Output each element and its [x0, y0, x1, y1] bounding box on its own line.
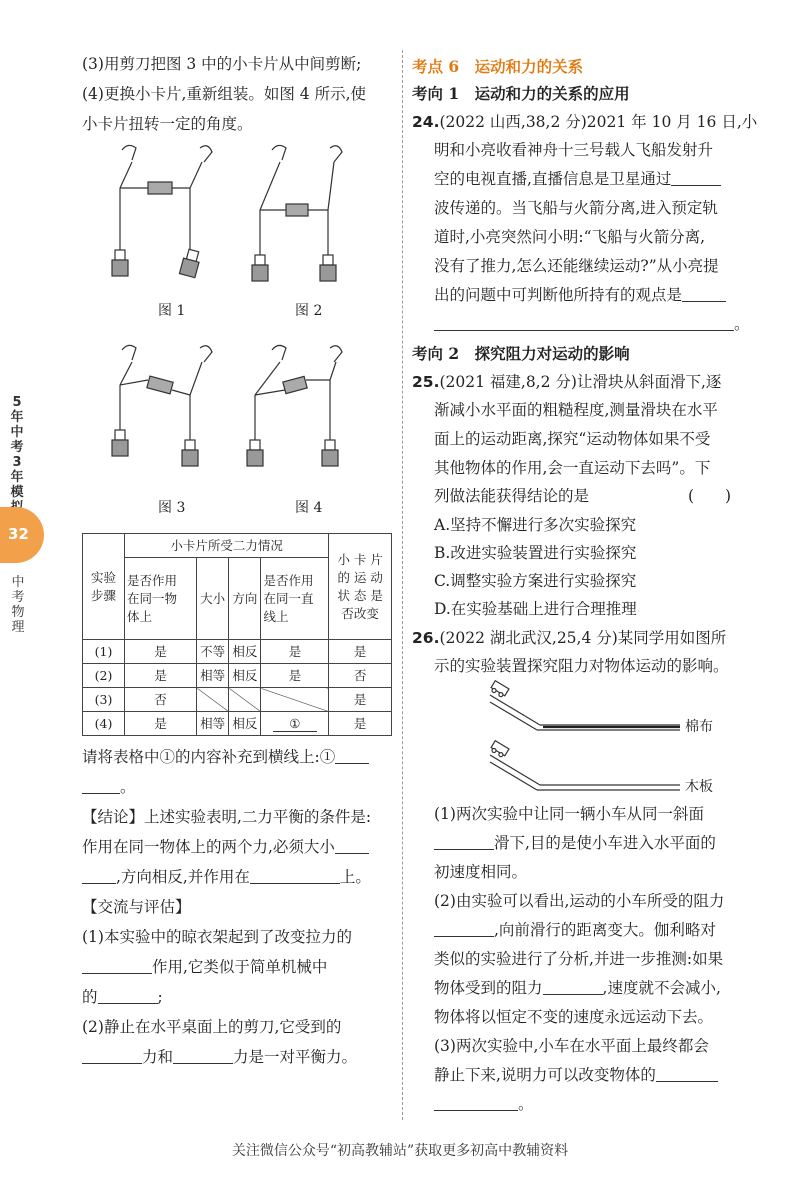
q24-line1: [412, 108, 757, 136]
side-subject: [8, 575, 28, 635]
q25-answer-paren[interactable]: ( ): [688, 487, 732, 505]
eval1-line3: [82, 983, 163, 1011]
blank-q26-3-cont[interactable]: [434, 1092, 518, 1111]
th-line: 否改变: [341, 605, 379, 621]
incline-figure: [485, 680, 685, 800]
th-line: 线上: [263, 608, 289, 624]
figure-1: [112, 145, 212, 277]
footer-note: 关注微信公众号“初高教辅站”获取更多初高中教辅资料: [231, 1143, 569, 1159]
cell: 是: [124, 640, 196, 664]
q24-line5: 道时,小亮突然问小明:“飞船与火箭分离,: [434, 228, 706, 246]
side-char: 理: [11, 620, 25, 635]
cell: 否: [124, 688, 196, 712]
th-size: 大小: [197, 558, 229, 640]
q26-3-line3: [434, 1090, 534, 1118]
q26-number: 26.: [412, 629, 440, 647]
th-line: 在同一物: [126, 590, 177, 606]
cell-slashed: [197, 688, 229, 712]
th-step: [83, 534, 125, 640]
period: 。: [518, 1095, 534, 1113]
blank-eval1b[interactable]: [98, 985, 158, 1004]
q26-2-line1: (2)由实验可以看出,运动的小车所受的阻力: [434, 892, 725, 910]
table-row: [83, 712, 392, 736]
q26-2-line3: 类似的实验进行了分析,并进一步推测:如果: [434, 950, 724, 968]
cell: 相反: [229, 640, 261, 664]
incline-cloth: [490, 681, 680, 730]
th-line: 状 态 是: [337, 587, 383, 603]
conclusion-text: 上。: [339, 868, 371, 886]
side-char: 模: [10, 485, 24, 500]
blank-eval1a[interactable]: [82, 955, 152, 974]
incline-board: [490, 741, 680, 790]
cell: 是: [124, 712, 196, 736]
step4-line1: (4)更换小卡片,重新组装。如图 4 所示,使: [82, 85, 367, 103]
cell: 是: [261, 664, 329, 688]
cell: (3): [83, 688, 125, 712]
figure-2: [252, 145, 342, 281]
page-number-tab: [0, 507, 44, 563]
table-row: [83, 664, 392, 688]
q24-text: 空的电视直播,直播信息是卫星通过: [434, 170, 672, 188]
cell: (1): [83, 640, 125, 664]
table-row: [83, 640, 392, 664]
eval-text: 力和: [142, 1048, 174, 1066]
experiment-figures: [90, 140, 390, 520]
q26-3-line2: [434, 1061, 718, 1089]
q24-line8: [434, 310, 750, 338]
cell: (2): [83, 664, 125, 688]
column-divider: [402, 50, 403, 1120]
q24-line3: [434, 165, 721, 193]
blank-q24a[interactable]: [671, 167, 721, 186]
kaoxiang2-title: 考向 2 探究阻力对运动的影响: [412, 344, 630, 363]
th-state: [329, 534, 392, 640]
eval-text: ;: [157, 988, 163, 1006]
cell: (4): [83, 712, 125, 736]
figure-2-caption: 图 2: [295, 303, 323, 319]
q26-2-line4: [434, 974, 721, 1002]
blank-1[interactable]: [335, 745, 369, 764]
q25-text: (2021 福建,8,2 分)让滑块从斜面滑下,逐: [439, 373, 722, 391]
eval-text: 力是一对平衡力。: [233, 1048, 358, 1066]
q24-number: 24.: [412, 113, 440, 131]
cell: 相等: [197, 712, 229, 736]
q25-line5: 列做法能获得结论的是: [434, 487, 590, 505]
th-line: 实验: [90, 569, 116, 585]
side-char: 5: [12, 395, 22, 410]
th-same-line: [261, 558, 329, 640]
q24-line7: [434, 281, 726, 309]
conclusion-line1: 【结论】上述实验表明,二力平衡的条件是:: [82, 808, 372, 826]
blank-eval2b[interactable]: [173, 1045, 233, 1064]
figure-1-caption: 图 1: [158, 303, 186, 319]
th-line: 体上: [126, 608, 152, 624]
blank-line[interactable]: [250, 865, 340, 884]
side-char: 考: [10, 440, 24, 455]
th-line: 小 卡 片: [337, 551, 383, 567]
q26-text: 滑下,目的是使小车进入水平面的: [494, 834, 716, 852]
th-line: 步骤: [90, 587, 116, 603]
cell: 相反: [229, 712, 261, 736]
side-char: 考: [11, 590, 25, 605]
fill-prompt: 请将表格中①的内容补充到横线上:①: [82, 748, 336, 766]
th-line: 是否作用: [263, 572, 314, 588]
blank-size-cont[interactable]: [82, 865, 116, 884]
q24-line4: 波传递的。当飞船与火箭分离,进入预定轨: [434, 199, 718, 217]
eval1-line2: [82, 953, 327, 981]
q25-line2: 渐减小水平面的粗糙程度,测量滑块在水平: [434, 401, 718, 419]
q26-1-line2: [434, 829, 716, 857]
th-same-object: [124, 558, 196, 640]
cell-slashed: [229, 688, 261, 712]
eval-text: 作用,它类似于简单机械中: [152, 958, 328, 976]
cell-slashed: [261, 688, 329, 712]
cell: 否: [329, 664, 392, 688]
side-char: 物: [11, 605, 25, 620]
q26-line1: [412, 624, 726, 652]
answer-marker: ①: [273, 716, 316, 732]
q24-text: 出的问题中可判断他所持有的观点是: [434, 286, 683, 304]
side-book-title: [6, 395, 28, 515]
page-number: 32: [8, 525, 29, 543]
q24-text: (2022 山西,38,2 分)2021 年 10 月 16 日,小: [439, 113, 758, 131]
q24-line6: 没有了推力,怎么还能继续运动?”从小亮提: [434, 257, 719, 275]
q25-line1: [412, 368, 721, 396]
th-line: 是否作用: [126, 572, 177, 588]
conclusion-text: ,方向相反,并作用在: [116, 868, 250, 886]
experiment-table: [82, 533, 392, 736]
cell: 是: [261, 640, 329, 664]
q26-2-line5: 物体将以恒定不变的速度永远运动下去。: [434, 1008, 714, 1026]
side-char: 中: [10, 425, 24, 440]
side-char: 中: [11, 575, 25, 590]
q26-3-line1: (3)两次实验中,小车在水平面上最终都会: [434, 1037, 709, 1055]
q26-text: ,向前滑行的距离变大。伽利略对: [494, 921, 716, 939]
blank-q26-2a[interactable]: [434, 918, 494, 937]
period: 。: [120, 778, 136, 796]
eval-text: 的: [82, 988, 98, 1006]
cell: 相等: [197, 664, 229, 688]
conclusion-line3: [82, 863, 371, 891]
q26-text: (2022 湖北武汉,25,4 分)某同学用如图所: [439, 629, 727, 647]
figure-3: [112, 345, 212, 466]
eval2-line2: [82, 1043, 357, 1071]
label-board: 木板: [685, 779, 713, 795]
blank-q24b[interactable]: [682, 283, 726, 302]
q25-number: 25.: [412, 373, 440, 391]
step3-text: (3)用剪刀把图 3 中的小卡片从中间剪断;: [82, 55, 362, 73]
q26-text: ,速度就不会减小,: [602, 979, 721, 997]
cell: 不等: [197, 640, 229, 664]
q25-option-b[interactable]: B.改进实验装置进行实验探究: [434, 544, 637, 562]
q25-option-a[interactable]: A.坚持不懈进行多次实验探究: [434, 516, 637, 534]
period: 。: [734, 315, 750, 333]
conclusion-text: 作用在同一物体上的两个力,必须大小: [82, 838, 335, 856]
figure-4-caption: 图 4: [295, 500, 323, 516]
side-char: 年: [10, 470, 24, 485]
q26-text: 物体受到的阻力: [434, 979, 543, 997]
cell: 是: [124, 664, 196, 688]
table-row: [83, 688, 392, 712]
q26-1-line1: (1)两次实验中让同一辆小车从同一斜面: [434, 805, 704, 823]
blank-q26-2b[interactable]: [543, 976, 603, 995]
blank-q24b-cont[interactable]: [434, 312, 734, 331]
blank-eval2a[interactable]: [82, 1045, 142, 1064]
th-line: 的 运 动: [337, 569, 383, 585]
cell: 是: [329, 688, 392, 712]
eval-title: 【交流与评估】: [82, 898, 191, 916]
cell: 是: [329, 640, 392, 664]
kaoxiang1-title: 考向 1 运动和力的关系的应用: [412, 84, 630, 103]
th-group: 小卡片所受二力情况: [124, 534, 328, 558]
step4-line2: 小卡片扭转一定的角度。: [82, 115, 253, 133]
figure-3-caption: 图 3: [158, 500, 186, 516]
cell-answer[interactable]: [261, 712, 329, 736]
blank-q26-1[interactable]: [434, 831, 494, 850]
th-direction: 方向: [229, 558, 261, 640]
fill-line2: [82, 773, 136, 801]
side-char: 3: [12, 455, 22, 470]
th-line: 在同一直: [263, 590, 314, 606]
label-cloth: 棉布: [685, 719, 713, 735]
q26-line2: 示的实验装置探究阻力对物体运动的影响。: [434, 657, 729, 675]
blank-q26-3[interactable]: [656, 1063, 718, 1082]
q26-2-line2: [434, 916, 716, 944]
conclusion-line2: [82, 833, 369, 861]
q25-option-c[interactable]: C.调整实验方案进行实验探究: [434, 572, 637, 590]
fill-line1: [82, 743, 369, 771]
side-char: 年: [10, 410, 24, 425]
q26-1-line3: 初速度相同。: [434, 863, 528, 881]
q25-line3: 面上的运动距离,探究“运动物体如果不受: [434, 430, 711, 448]
figure-4: [247, 345, 342, 466]
q26-text: 静止下来,说明力可以改变物体的: [434, 1066, 656, 1084]
eval2-line1: (2)静止在水平桌面上的剪刀,它受到的: [82, 1018, 342, 1036]
kaodian-title: 考点 6 运动和力的关系: [412, 57, 584, 76]
q25-line4: 其他物体的作用,会一直运动下去吗”。下: [434, 459, 711, 477]
blank-1-cont[interactable]: [82, 775, 120, 794]
eval1-line1: (1)本实验中的晾衣架起到了改变拉力的: [82, 928, 352, 946]
q25-option-d[interactable]: D.在实验基础上进行合理推理: [434, 600, 637, 618]
cell: 相反: [229, 664, 261, 688]
blank-size[interactable]: [335, 835, 369, 854]
cell: 是: [329, 712, 392, 736]
q24-line2: 明和小亮收看神舟十三号载人飞船发射升: [434, 141, 714, 159]
